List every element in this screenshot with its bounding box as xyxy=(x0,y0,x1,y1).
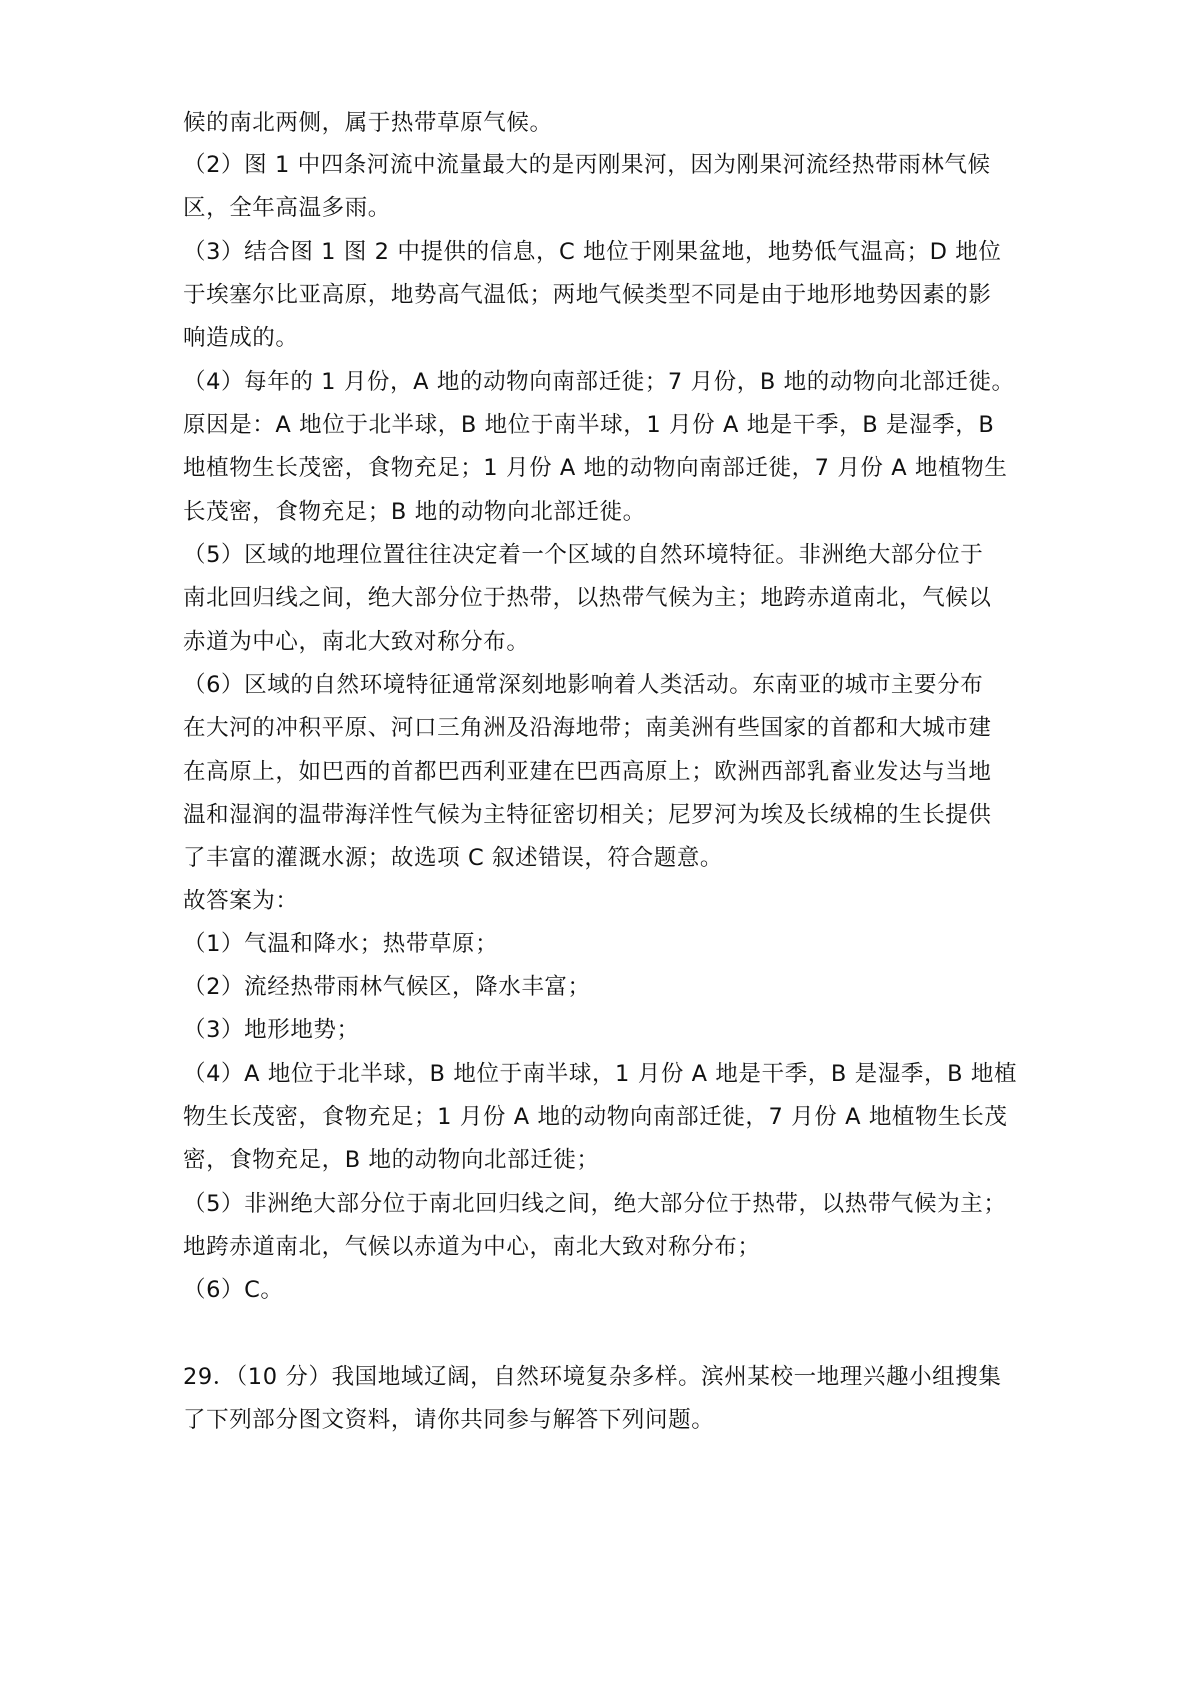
text-line: （3）地形地势； xyxy=(183,1017,360,1043)
text-line: 了丰富的灌溉水源；故选项 C 叙述错误，符合题意。 xyxy=(183,845,724,871)
text-line: 密，食物充足，B 地的动物向北部迁徙； xyxy=(183,1147,600,1173)
text-line: 了下列部分图文资料，请你共同参与解答下列问题。 xyxy=(183,1407,715,1433)
text-line: 在大河的冲积平原、河口三角洲及沿海地带；南美洲有些国家的首都和大城市建 xyxy=(183,715,992,741)
question-heading-line: 29．（10 分）我国地域辽阔，自然环境复杂多样。滨州某校一地理兴趣小组搜集 xyxy=(183,1364,1002,1390)
text-line: 于埃塞尔比亚高原，地势高气温低；两地气候类型不同是由于地形地势因素的影 xyxy=(183,282,992,308)
text-line: 响造成的。 xyxy=(183,325,299,351)
text-line: （5）非洲绝大部分位于南北回归线之间，绝大部分位于热带，以热带气候为主； xyxy=(183,1191,1007,1217)
text-line: 温和湿润的温带海洋性气候为主特征密切相关；尼罗河为埃及长绒棉的生长提供 xyxy=(183,802,992,828)
text-line: 地植物生长茂密，食物充足；1 月份 A 地的动物向南部迁徙，7 月份 A 地植物生 xyxy=(183,455,1008,481)
text-line: （4）A 地位于北半球，B 地位于南半球，1 月份 A 地是干季，B 是湿季，B 地植 xyxy=(183,1061,1018,1087)
text-line: （3）结合图 1 图 2 中提供的信息，C 地位于刚果盆地，地势低气温高；D 地位 xyxy=(183,239,1002,265)
text-line: （6）C。 xyxy=(183,1277,284,1303)
text-line: 赤道为中心，南北大致对称分布。 xyxy=(183,629,530,655)
text-line: 物生长茂密，食物充足；1 月份 A 地的动物向南部迁徙，7 月份 A 地植物生长茂 xyxy=(183,1104,1008,1130)
text-line: 候的南北两侧，属于热带草原气候。 xyxy=(183,110,553,136)
text-line: 在高原上，如巴西的首都巴西利亚建在巴西高原上；欧洲西部乳畜业发达与当地 xyxy=(183,759,992,785)
text-line: 故答案为： xyxy=(183,888,299,914)
text-line: （1）气温和降水；热带草原； xyxy=(183,931,499,957)
text-line: 原因是：A 地位于北半球，B 地位于南半球，1 月份 A 地是干季，B 是湿季，B xyxy=(183,412,995,438)
text-line: （6）区域的自然环境特征通常深刻地影响着人类活动。东南亚的城市主要分布 xyxy=(183,672,984,698)
text-line: （2）图 1 中四条河流中流量最大的是丙刚果河，因为刚果河流经热带雨林气候 xyxy=(183,152,991,178)
text-line: （4）每年的 1 月份，A 地的动物向南部迁徙；7 月份，B 地的动物向北部迁徙。 xyxy=(183,369,1015,395)
text-line: 南北回归线之间，绝大部分位于热带，以热带气候为主；地跨赤道南北，气候以 xyxy=(183,585,992,611)
text-line: 区，全年高温多雨。 xyxy=(183,195,391,221)
text-line: 长茂密，食物充足；B 地的动物向北部迁徙。 xyxy=(183,499,646,525)
text-line: 地跨赤道南北，气候以赤道为中心，南北大致对称分布； xyxy=(183,1234,761,1260)
text-line: （2）流经热带雨林气候区，降水丰富； xyxy=(183,974,591,1000)
text-line: （5）区域的地理位置往往决定着一个区域的自然环境特征。非洲绝大部分位于 xyxy=(183,542,984,568)
